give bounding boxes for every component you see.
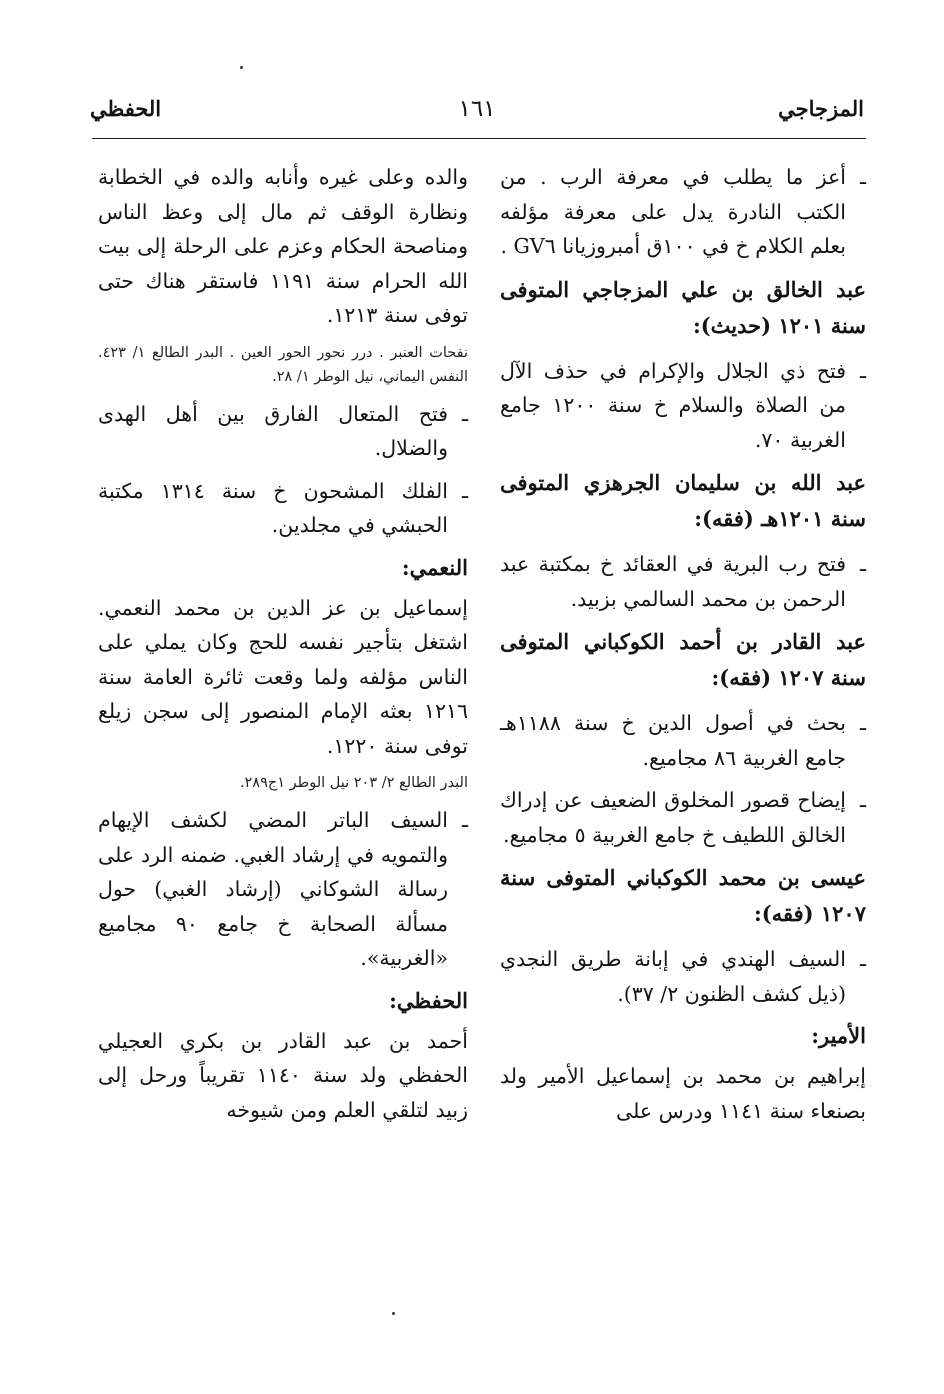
- list-item-text: السيف الباتر المضي لكشف الإيهام والتمويه في إرشاد الغبي. ضمنه الرد على رسالة الشوكاني (إرشاد الغبي) حول مسألة الصحابة خ جامع ٩٠ مجاميع «الغربية».: [98, 808, 448, 970]
- bullet-dash: ـ: [461, 478, 468, 503]
- scan-speck: [392, 1312, 395, 1315]
- bullet-dash: ـ: [859, 552, 866, 576]
- bullet-dash: ـ: [859, 788, 866, 812]
- entry-heading: عبد الله بن سليمان الجرهزي المتوفى سنة ١٢٠١هـ (فقه):: [500, 470, 866, 531]
- list-item-text: الفلك المشحون خ سنة ١٣١٤ مكتبة الحبشي في مجلدين.: [98, 478, 448, 537]
- list-item: [98, 474, 468, 543]
- header-divider: [92, 138, 866, 139]
- biography-paragraph: إبراهيم بن محمد بن إسماعيل الأمير ولد بصنعاء سنة ١١٤١ ودرس على: [500, 1064, 866, 1123]
- source-citation: البدر الطالع ٢/ ٢٠٣ نيل الوطر ١ج٢٨٩.: [239, 775, 468, 791]
- list-item: [500, 354, 866, 458]
- scan-speck: [240, 66, 243, 69]
- list-item-text: بحث في أصول الدين خ سنة ١١٨٨هـ جامع الغربية ٨٦ مجاميع.: [500, 711, 846, 770]
- right-column: [500, 160, 866, 1136]
- bullet-dash: ـ: [859, 165, 866, 189]
- entry-heading: عبد القادر بن أحمد الكوكباني المتوفى سنة ١٢٠٧ (فقه):: [500, 629, 866, 690]
- biography-paragraph: أحمد بن عبد القادر بن بكري العجيلي الحفظي ولد سنة ١١٤٠ تقريباً ورحل إلى زبيد لتلقي العلم ومن شيوخه: [98, 1028, 468, 1122]
- bullet-dash: ـ: [859, 711, 866, 735]
- list-item-text: فتح المتعال الفارق بين أهل الهدى والضلال.: [98, 401, 448, 460]
- list-item: [98, 397, 468, 466]
- list-item: [500, 783, 866, 852]
- running-header: [90, 96, 864, 130]
- list-item: [500, 160, 866, 264]
- header-left-title: الحفظي: [90, 96, 162, 121]
- bullet-dash: ـ: [859, 947, 866, 971]
- entry-heading: الأمير:: [811, 1023, 866, 1048]
- list-item-text: فتح رب البرية في العقائد خ بمكتبة عبد الرحمن بن محمد السالمي بزبيد.: [500, 552, 846, 611]
- page-number: ١٦١: [458, 96, 496, 122]
- list-item-text: إيضاح قصور المخلوق الضعيف عن إدراك الخالق اللطيف خ جامع الغربية ٥ مجاميع.: [500, 788, 846, 847]
- entry-heading: عيسى بن محمد الكوكباني المتوفى سنة ١٢٠٧ (فقه):: [500, 865, 866, 926]
- bullet-dash: ـ: [461, 401, 468, 426]
- entry-heading: النعمي:: [401, 554, 468, 580]
- entry-heading: الحفظي:: [389, 987, 468, 1013]
- header-right-title: المزجاجي: [778, 96, 864, 121]
- list-item: [500, 547, 866, 616]
- source-citation: نفحات العنبر . درر نحور الحور العين . البدر الطالع ١/ ٤٢٣. النفس اليماني، نيل الوطر ١/ ٢٨.: [98, 344, 469, 385]
- bullet-dash: ـ: [461, 808, 468, 832]
- biography-paragraph: إسماعيل بن عز الدين بن محمد النعمي. اشتغل بتأجير نفسه للحج وكان يملي على الناس مؤلفه ولما وقعت ثائرة العامة سنة ١٢١٦ بعثه الإمام المنصور إلى سجن زيلع توفى سنة ١٢٢٠.: [98, 595, 468, 758]
- bullet-dash: ـ: [859, 358, 866, 383]
- list-item-text: فتح ذي الجلال والإكرام في حذف الآل من الصلاة والسلام خ سنة ١٢٠٠ جامع الغربية ٧٠.: [500, 358, 847, 452]
- list-item-text: أعز ما يطلب في معرفة الرب . من الكتب النادرة يدل على معرفة مؤلفه بعلم الكلام خ في ١٠٠ق أمبروزيانا GV٦ .: [500, 165, 846, 258]
- list-item-text: السيف الهندي في إبانة طريق النجدي (ذيل كشف الظنون ٢/ ٣٧).: [500, 947, 846, 1006]
- left-column: [98, 160, 468, 1135]
- list-item: [500, 942, 866, 1011]
- biography-paragraph: والده وعلى غيره وأنابه والده في الخطابة ونظارة الوقف ثم مال إلى وعظ الناس ومناصحة الحكام وعزم على الرحلة إلى بيت الله الحرام سنة ١١٩١ فاستقر هناك حتى توفى سنة ١٢١٣.: [98, 165, 468, 327]
- list-item: [98, 803, 468, 976]
- entry-heading: عبد الخالق بن علي المزجاجي المتوفى سنة ١٢٠١ (حديث):: [500, 276, 866, 338]
- list-item: [500, 706, 866, 775]
